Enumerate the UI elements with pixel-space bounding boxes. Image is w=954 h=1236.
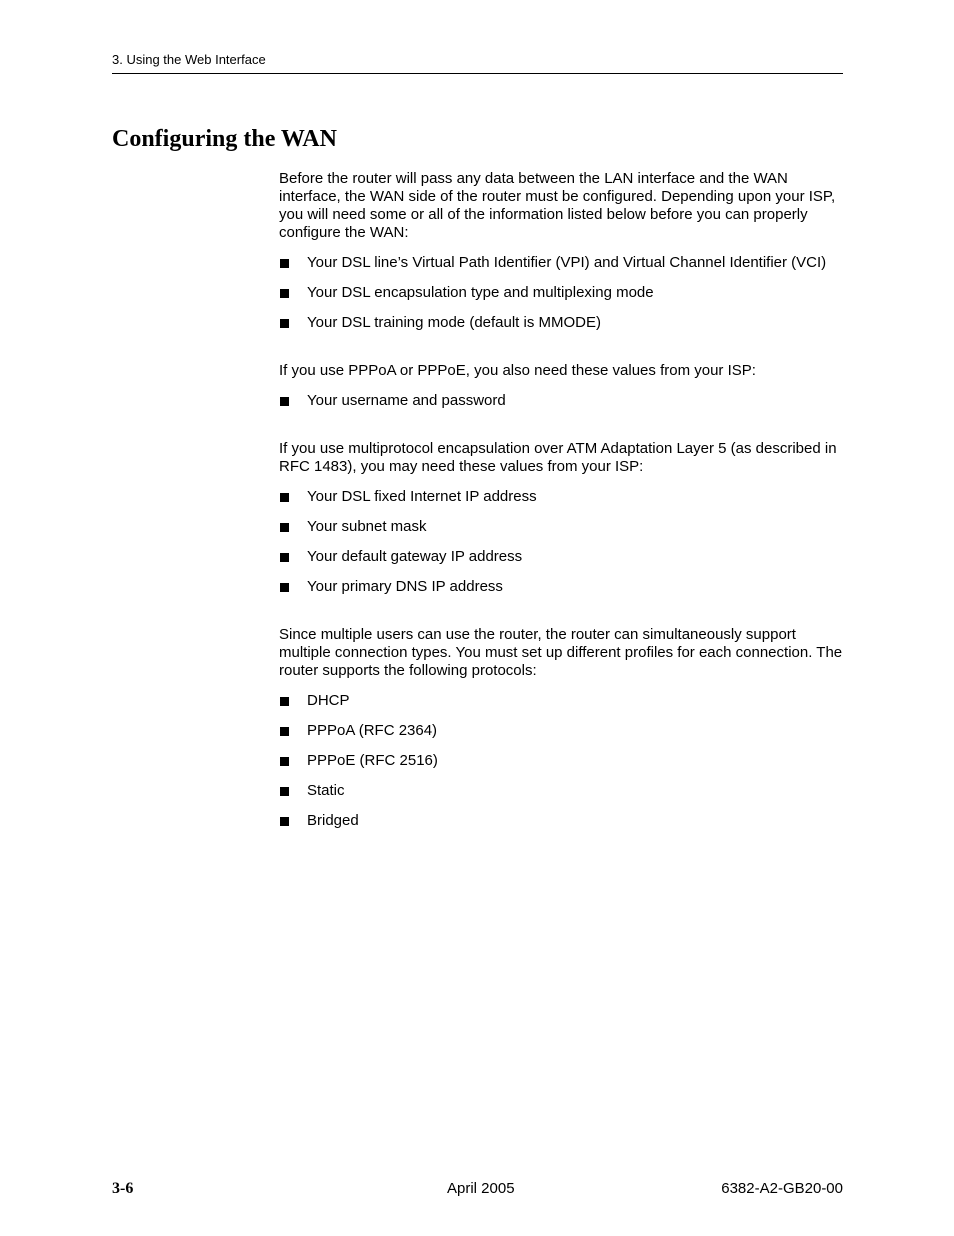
protocols-paragraph: Since multiple users can use the router, the router can simultaneously support multiple connection types. You must set up different profiles for each connection. The router supports the following protocols: bbox=[279, 626, 843, 679]
square-bullet-icon bbox=[280, 289, 289, 298]
square-bullet-icon bbox=[280, 727, 289, 736]
list-item-text: Your DSL fixed Internet IP address bbox=[307, 488, 537, 505]
list-item bbox=[279, 692, 843, 710]
pppoa-values-list bbox=[279, 392, 843, 410]
publication-date: April 2005 bbox=[447, 1180, 515, 1197]
square-bullet-icon bbox=[280, 523, 289, 532]
protocols-list bbox=[279, 692, 843, 830]
list-item-text: DHCP bbox=[307, 692, 350, 709]
list-item bbox=[279, 254, 843, 272]
list-item-text: Bridged bbox=[307, 812, 359, 829]
list-item bbox=[279, 284, 843, 302]
list-item bbox=[279, 722, 843, 740]
section-title: Configuring the WAN bbox=[112, 126, 337, 152]
list-item bbox=[279, 752, 843, 770]
list-item bbox=[279, 392, 843, 410]
page-number: 3-6 bbox=[112, 1180, 134, 1197]
list-item bbox=[279, 578, 843, 596]
list-item bbox=[279, 548, 843, 566]
list-item bbox=[279, 812, 843, 830]
section-body bbox=[279, 170, 843, 830]
square-bullet-icon bbox=[280, 553, 289, 562]
list-item-text: Your DSL training mode (default is MMODE) bbox=[307, 314, 602, 331]
list-item bbox=[279, 488, 843, 506]
square-bullet-icon bbox=[280, 697, 289, 706]
square-bullet-icon bbox=[280, 757, 289, 766]
pppoa-paragraph: If you use PPPoA or PPPoE, you also need these values from your ISP: bbox=[279, 362, 756, 379]
square-bullet-icon bbox=[280, 259, 289, 268]
list-item-text: PPPoA (RFC 2364) bbox=[307, 722, 438, 739]
document-number: 6382-A2-GB20-00 bbox=[721, 1180, 843, 1197]
list-item bbox=[279, 518, 843, 536]
square-bullet-icon bbox=[280, 583, 289, 592]
intro-paragraph: Before the router will pass any data between the LAN interface and the WAN interface, the WAN side of the router must be configured. Depending upon your ISP, you will need some or all of the information listed below before you can properly configure the WAN: bbox=[279, 170, 836, 241]
list-item-text: PPPoE (RFC 2516) bbox=[307, 752, 438, 769]
header-rule bbox=[112, 73, 843, 74]
list-item-text: Your DSL line’s Virtual Path Identifier (VPI) and Virtual Channel Identifier (VCI) bbox=[307, 254, 827, 271]
list-item-text: Your subnet mask bbox=[307, 518, 427, 535]
square-bullet-icon bbox=[280, 787, 289, 796]
square-bullet-icon bbox=[280, 319, 289, 328]
list-item-text: Your DSL encapsulation type and multiplexing mode bbox=[307, 284, 654, 301]
list-item-text: Your primary DNS IP address bbox=[307, 578, 503, 595]
running-head: 3. Using the Web Interface bbox=[112, 52, 266, 67]
square-bullet-icon bbox=[280, 397, 289, 406]
multiprotocol-paragraph: If you use multiprotocol encapsulation over ATM Adaptation Layer 5 (as described in RFC 1483), you may need these values from your ISP: bbox=[279, 440, 837, 475]
square-bullet-icon bbox=[280, 817, 289, 826]
square-bullet-icon bbox=[280, 493, 289, 502]
list-item-text: Your username and password bbox=[307, 392, 506, 409]
list-item bbox=[279, 314, 843, 332]
list-item-text: Your default gateway IP address bbox=[307, 548, 523, 565]
list-item bbox=[279, 782, 843, 800]
wan-requirements-list bbox=[279, 254, 843, 332]
multiprotocol-values-list bbox=[279, 488, 843, 596]
list-item-text: Static bbox=[307, 782, 345, 799]
